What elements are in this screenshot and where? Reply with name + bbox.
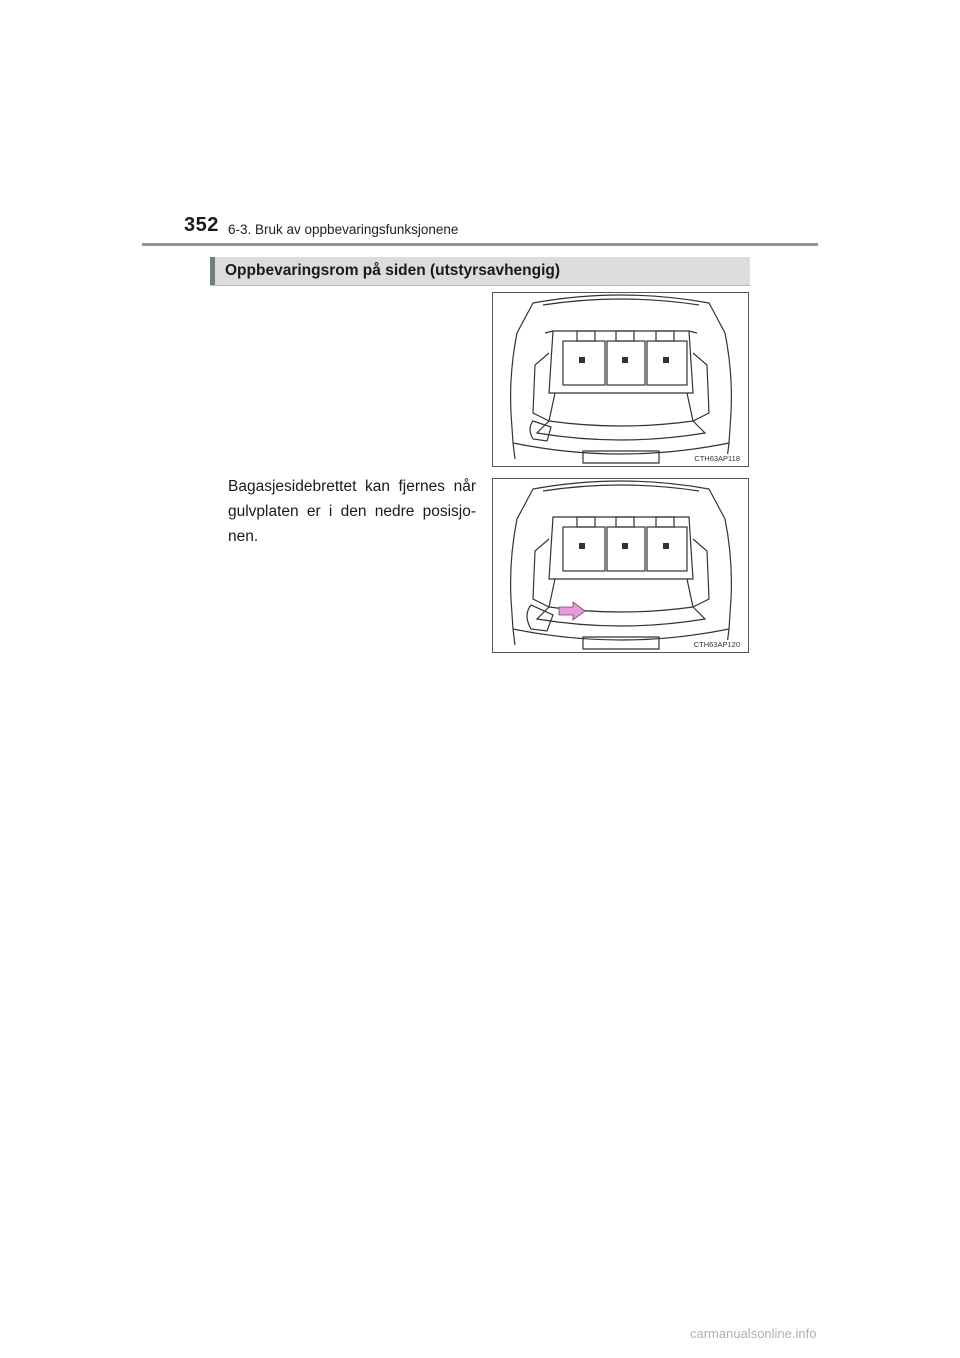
figure-code: CTH63AP120 bbox=[693, 640, 740, 649]
figure-code: CTH63AP118 bbox=[694, 454, 740, 463]
section-accent bbox=[210, 257, 215, 285]
figure-trunk-overview bbox=[492, 292, 749, 467]
section-heading bbox=[210, 257, 750, 286]
body-paragraph: Bagasjesidebrettet kan fjernes når gulvplaten er i den nedre posisjo-nen. bbox=[228, 478, 476, 545]
header-divider bbox=[142, 243, 818, 246]
trunk-illustration bbox=[493, 479, 749, 653]
watermark: carmanualsonline.info bbox=[690, 1326, 817, 1341]
page-number: 352 bbox=[184, 214, 219, 236]
section-title: Oppbevaringsrom på siden (utstyrsavhengig) bbox=[225, 262, 561, 279]
figure-trunk-side-tray bbox=[492, 478, 749, 653]
chapter-title: 6-3. Bruk av oppbevaringsfunksjonene bbox=[228, 222, 459, 237]
arrow-icon bbox=[559, 602, 585, 620]
trunk-illustration bbox=[493, 293, 749, 467]
